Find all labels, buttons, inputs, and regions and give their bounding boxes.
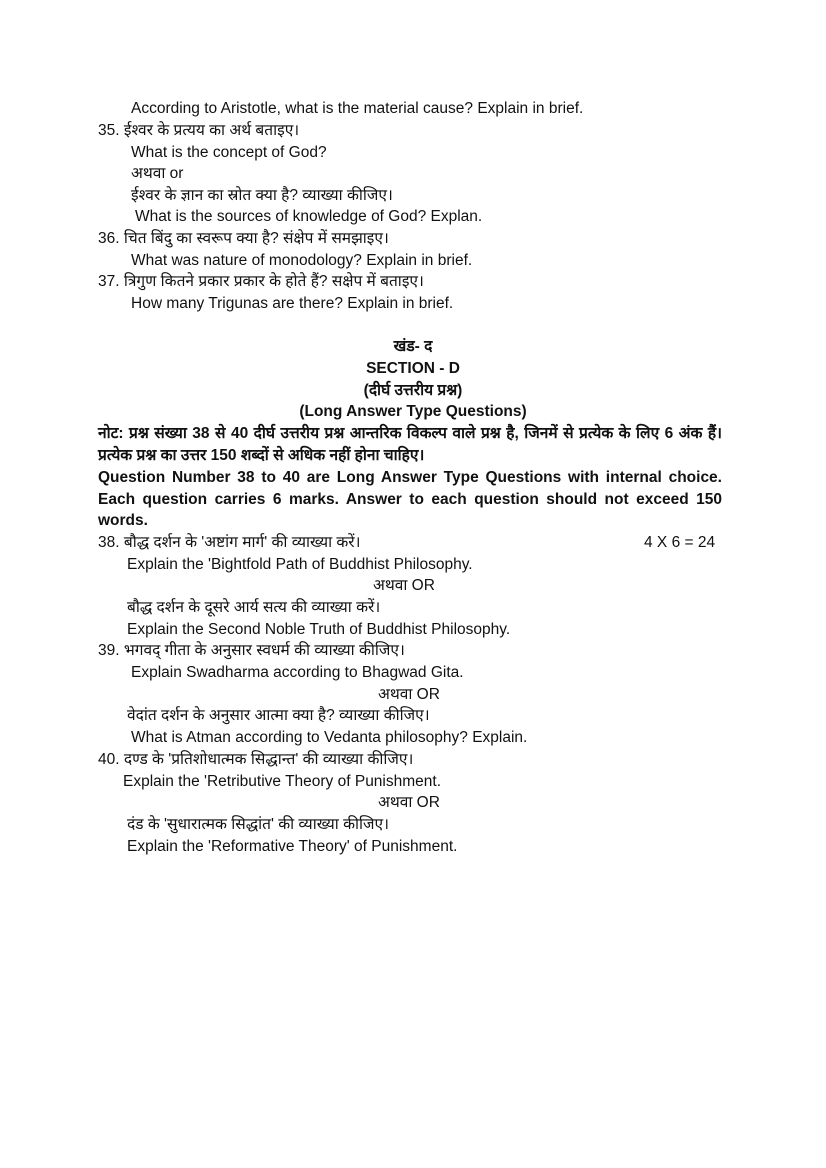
- q37-hindi: 37. त्रिगुण कितने प्रकार प्रकार के होते हैं? सक्षेप में बताइए।: [98, 273, 424, 290]
- q39-alt-hindi: वेदांत दर्शन के अनुसार आत्मा क्या है? व्याख्या कीजिए।: [127, 707, 430, 724]
- marks-allocation: 4 X 6 = 24: [644, 534, 716, 551]
- q35-english: What is the concept of God?: [131, 144, 327, 161]
- q38-or: अथवा OR: [373, 577, 435, 594]
- q40-hindi: 40. दण्ड के 'प्रतिशोधात्मक सिद्धान्त' की व्याख्या कीजिए।: [98, 751, 414, 768]
- q38-alt-english: Explain the Second Noble Truth of Buddhist Philosophy.: [127, 621, 511, 638]
- q40-english: Explain the 'Retributive Theory of Punishment.: [123, 773, 442, 790]
- q38-hindi: 38. बौद्ध दर्शन के 'अष्टांग मार्ग' की व्याख्या करें।: [98, 534, 361, 551]
- q39-or: अथवा OR: [378, 686, 440, 703]
- q35-alt-english: What is the sources of knowledge of God? Explan.: [135, 208, 483, 225]
- q40-or: अथवा OR: [378, 794, 440, 811]
- section-d-subtitle-hindi: (दीर्घ उत्तरीय प्रश्न): [363, 382, 463, 399]
- q38-english: Explain the 'Bightfold Path of Buddhist Philosophy.: [127, 556, 473, 573]
- q39-english: Explain Swadharma according to Bhagwad Gita.: [131, 664, 464, 681]
- q38-alt-hindi: बौद्ध दर्शन के दूसरे आर्य सत्य की व्याख्या करें।: [127, 599, 381, 616]
- q40-alt-english: Explain the 'Reformative Theory' of Punishment.: [127, 838, 458, 855]
- q37-english: How many Trigunas are there? Explain in brief.: [131, 295, 454, 312]
- section-d-khand: खंड- द: [393, 338, 433, 355]
- q34-english: According to Aristotle, what is the material cause? Explain in brief.: [131, 100, 584, 117]
- q35-alt-hindi: ईश्वर के ज्ञान का स्रोत क्या है? व्याख्या कीजिए।: [131, 187, 393, 204]
- instruction-note-hindi: नोट: प्रश्न संख्या 38 से 40 दीर्घ उत्तरीय प्रश्न आन्तरिक विकल्प वाले प्रश्न है, जिनमें से प्रत्येक के लिए 6 अंक हैं। प्रत्येक प्रश्न का उत्तर 150 शब्दों से अधिक नहीं होना चाहिए।: [98, 425, 722, 464]
- q39-alt-english: What is Atman according to Vedanta philosophy? Explain.: [131, 729, 528, 746]
- q35-or: अथवा or: [131, 165, 184, 182]
- q40-alt-hindi: दंड के 'सुधारात्मक सिद्धांत' की व्याख्या कीजिए।: [127, 816, 389, 833]
- q36-hindi: 36. चित बिंदु का स्वरूप क्या है? संक्षेप में समझाइए।: [98, 230, 389, 247]
- section-d-title: SECTION - D: [366, 360, 460, 377]
- q35-hindi: 35. ईश्वर के प्रत्यय का अर्थ बताइए।: [98, 122, 300, 139]
- instruction-note-english: Question Number 38 to 40 are Long Answer Type Questions with internal choice. Each question carries 6 marks. Answer to each question should not exceed 150 words.: [98, 469, 722, 529]
- q36-english: What was nature of monodology? Explain in brief.: [131, 252, 473, 269]
- section-d-subtitle-english: (Long Answer Type Questions): [299, 403, 527, 420]
- q39-hindi: 39. भगवद् गीता के अनुसार स्वधर्म की व्याख्या कीजिए।: [98, 642, 405, 659]
